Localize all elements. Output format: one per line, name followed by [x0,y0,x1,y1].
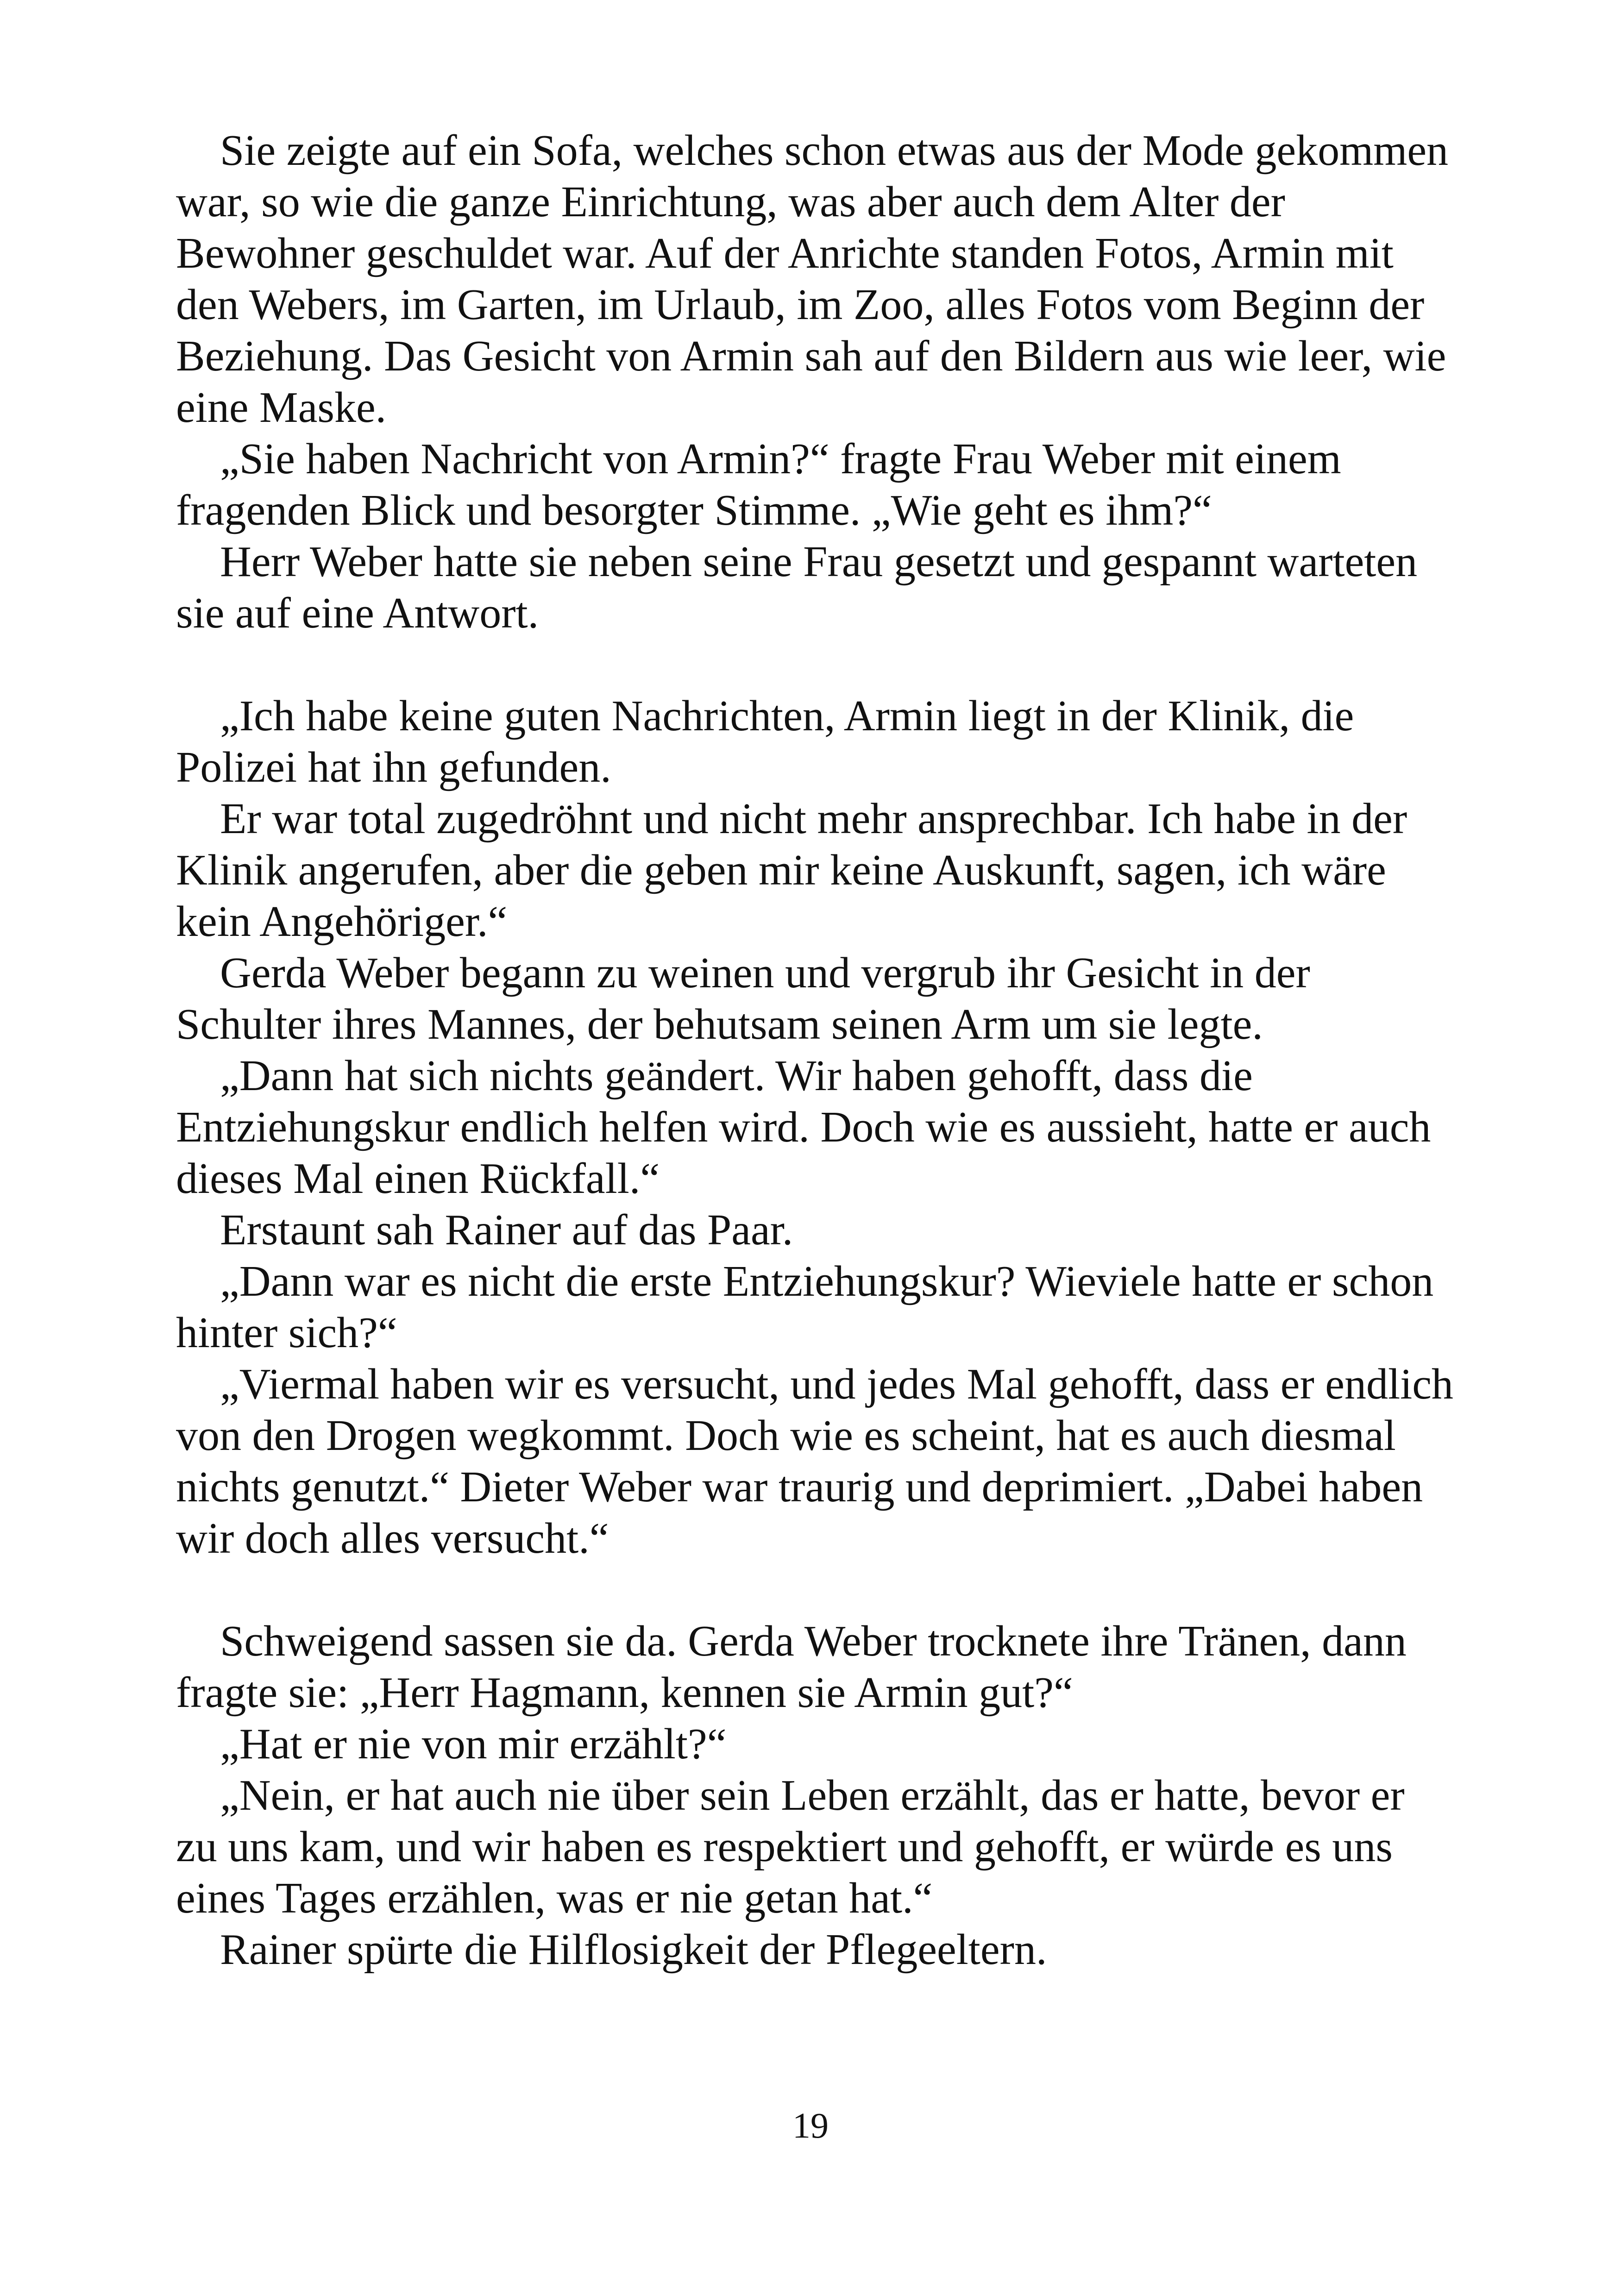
paragraph: „Viermal haben wir es versucht, und jedes Mal gehofft, dass er endlich von den Drogen wegkommt. Doch wie es scheint, hat es auch diesmal nichts genutzt.“ Dieter Weber war traurig und deprimiert. „Dabei haben wir doch alles versucht.“ [176,1360,1453,1562]
page-number: 19 [792,2105,829,2145]
paragraph: Gerda Weber begann zu weinen und vergrub ihr Gesicht in der Schulter ihres Mannes, der behutsam seinen Arm um sie legte. [176,949,1310,1048]
paragraph: Herr Weber hatte sie neben seine Frau gesetzt und gespannt warteten sie auf eine Antwort. [176,538,1418,637]
paragraph: Er war total zugedröhnt und nicht mehr ansprechbar. Ich habe in der Klinik angerufen, aber die geben mir keine Auskunft, sagen, ich wäre kein Angehöriger.“ [176,795,1407,946]
paragraph: „Hat er nie von mir erzählt?“ [220,1720,727,1768]
paragraph: Rainer spürte die Hilflosigkeit der Pflegeeltern. [220,1926,1047,1974]
section-break [176,1564,1454,1616]
paragraph: „Sie haben Nachricht von Armin?“ fragte Frau Weber mit einem fragenden Blick und besorgter Stimme. „Wie geht es ihm?“ [176,435,1341,534]
paragraph: Erstaunt sah Rainer auf das Paar. [220,1206,793,1254]
body-text [176,125,1454,1976]
paragraph: „Nein, er hat auch nie über sein Leben erzählt, das er hatte, bevor er zu uns kam, und wir haben es respektiert und gehofft, er würde es uns eines Tages erzählen, was er nie getan hat.“ [176,1771,1405,1922]
paragraph: Schweigend sassen sie da. Gerda Weber trocknete ihre Tränen, dann fragte sie: „Herr Hagmann, kennen sie Armin gut?“ [176,1617,1407,1717]
paragraph: „Dann war es nicht die erste Entziehungskur? Wieviele hatte er schon hinter sich?“ [176,1257,1434,1357]
paragraph: „Dann hat sich nichts geändert. Wir haben gehofft, dass die Entziehungskur endlich helfen wird. Doch wie es aussieht, hatte er auch dieses Mal einen Rückfall.“ [176,1052,1431,1203]
paragraph: „Ich habe keine guten Nachrichten, Armin liegt in der Klinik, die Polizei hat ihn gefunden. [176,692,1354,791]
section-break [176,639,1454,690]
paragraph: Sie zeigte auf ein Sofa, welches schon etwas aus der Mode gekommen war, so wie die ganze Einrichtung, was aber auch dem Alter der Bewohner geschuldet war. Auf der Anrichte standen Fotos, Armin mit den Webers, im Garten, im Urlaub, im Zoo, alles Fotos vom Beginn der Beziehung. Das Gesicht von Armin sah auf den Bildern aus wie leer, wie eine Maske. [176,126,1449,432]
